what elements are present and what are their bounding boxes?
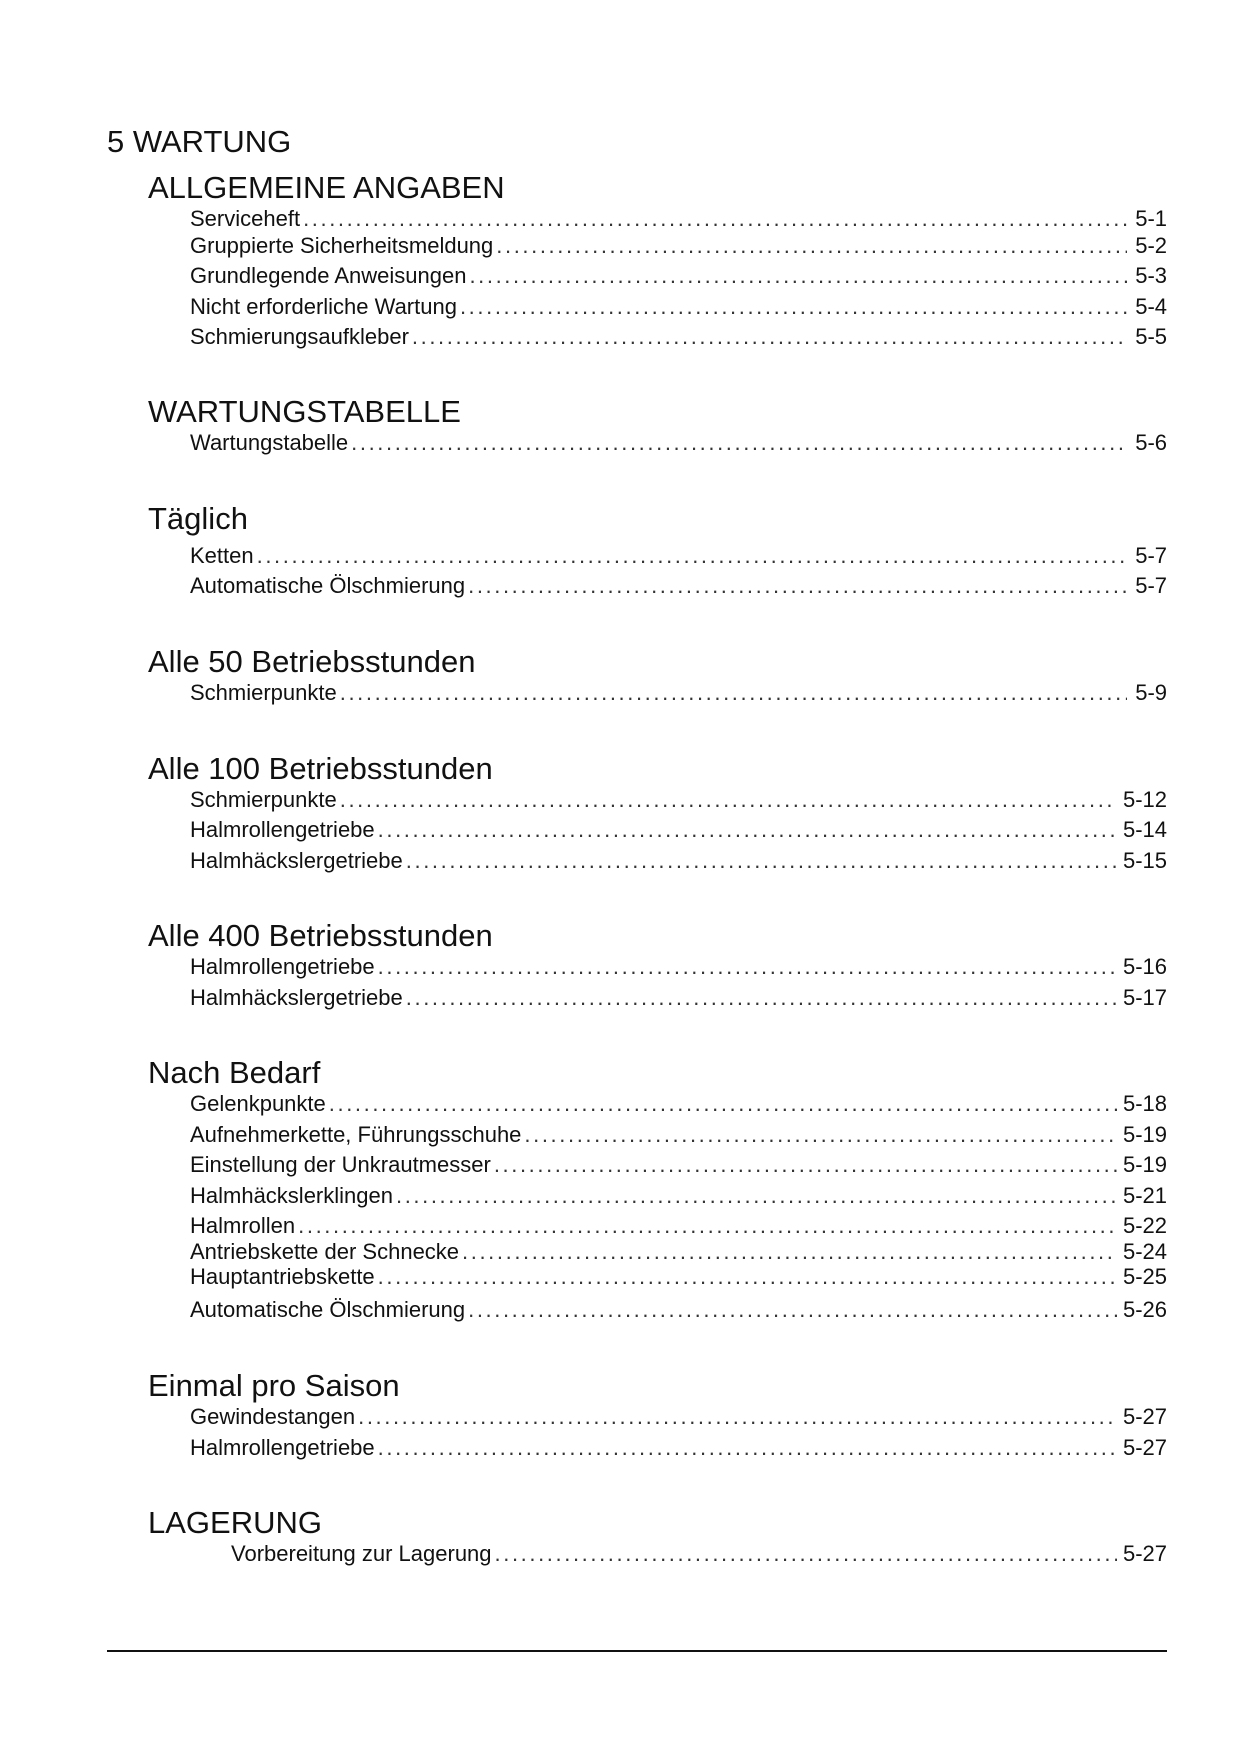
dot-leader (412, 324, 1127, 350)
toc-entry[interactable] (190, 1213, 1167, 1239)
toc-entry[interactable] (190, 954, 1167, 980)
toc-entry-page: 5-7 (1135, 543, 1167, 568)
dot-leader (496, 233, 1127, 259)
dot-leader (468, 1297, 1117, 1323)
toc-entry-page: 5-3 (1135, 263, 1167, 288)
toc-entry[interactable] (190, 1091, 1167, 1117)
section-heading: LAGERUNG (148, 1505, 322, 1540)
toc-entry-page: 5-21 (1122, 1183, 1167, 1208)
toc-entry[interactable] (190, 294, 1167, 320)
toc-entry-label: Automatische Ölschmierung (190, 573, 466, 598)
toc-entry-label: Schmierpunkte (190, 680, 337, 705)
toc-entry-page: 5-9 (1135, 680, 1167, 705)
dot-leader (329, 1091, 1117, 1117)
section-heading: Täglich (148, 501, 248, 536)
toc-entry[interactable] (190, 680, 1167, 706)
toc-entry-page: 5-5 (1135, 324, 1167, 349)
section-heading: Alle 400 Betriebsstunden (148, 918, 493, 953)
toc-entry[interactable] (190, 573, 1167, 599)
section-heading: ALLGEMEINE ANGABEN (148, 170, 505, 205)
toc-entry-page: 5-26 (1122, 1297, 1167, 1322)
toc-entry-label: Halmrollengetriebe (190, 817, 375, 842)
toc-entry-page: 5-7 (1135, 573, 1167, 598)
toc-entry[interactable] (190, 985, 1167, 1011)
section-heading: Nach Bedarf (148, 1055, 321, 1090)
dot-leader (462, 1239, 1117, 1265)
toc-entry[interactable] (190, 430, 1167, 456)
toc-entry[interactable] (190, 263, 1167, 289)
dot-leader (406, 848, 1117, 874)
toc-entry[interactable] (190, 1264, 1167, 1290)
section-heading: Einmal pro Saison (148, 1368, 400, 1403)
toc-entry-label: Schmierungsaufkleber (190, 324, 409, 349)
dot-leader (378, 1264, 1117, 1290)
toc-entry-label: Aufnehmerkette, Führungsschuhe (190, 1122, 522, 1147)
toc-entry[interactable] (190, 1152, 1167, 1178)
toc-entry[interactable] (190, 848, 1167, 874)
toc-entry-page: 5-27 (1122, 1404, 1167, 1429)
toc-entry-label: Halmhäckslergetriebe (190, 985, 403, 1010)
toc-entry-page: 5-1 (1135, 206, 1167, 231)
dot-leader (358, 1404, 1117, 1430)
toc-entry-page: 5-4 (1135, 294, 1167, 319)
toc-entry-label: Antriebskette der Schnecke (190, 1239, 460, 1264)
toc-entry-page: 5-27 (1122, 1435, 1167, 1460)
toc-entry-page: 5-27 (1122, 1541, 1167, 1566)
toc-entry[interactable] (190, 233, 1167, 259)
toc-entry-label: Gelenkpunkte (190, 1091, 326, 1116)
dot-leader (468, 573, 1127, 599)
toc-entry-label: Wartungstabelle (190, 430, 349, 455)
toc-entry[interactable] (190, 1404, 1167, 1430)
chapter-title: 5 WARTUNG (107, 124, 292, 159)
toc-entry-page: 5-18 (1122, 1091, 1167, 1116)
toc-entry-label: Halmrollen (190, 1213, 296, 1238)
dot-leader (495, 1541, 1117, 1567)
toc-entry-page: 5-19 (1122, 1122, 1167, 1147)
toc-entry-label: Halmhäckslergetriebe (190, 848, 403, 873)
toc-entry-label: Halmrollengetriebe (190, 1435, 375, 1460)
toc-entry[interactable] (190, 787, 1167, 813)
dot-leader (469, 263, 1127, 289)
toc-entry-label: Gewindestangen (190, 1404, 356, 1429)
toc-entry[interactable] (190, 817, 1167, 843)
toc-entry-label: Halmrollengetriebe (190, 954, 375, 979)
dot-leader (494, 1152, 1117, 1178)
toc-entry-page: 5-16 (1122, 954, 1167, 979)
toc-entry[interactable] (190, 543, 1167, 569)
dot-leader (298, 1213, 1117, 1239)
dot-leader (351, 430, 1127, 456)
toc-entry-label: Vorbereitung zur Lagerung (231, 1541, 492, 1566)
dot-leader (257, 543, 1127, 569)
section-heading: Alle 100 Betriebsstunden (148, 751, 493, 786)
toc-entry-label: Nicht erforderliche Wartung (190, 294, 457, 319)
dot-leader (378, 954, 1117, 980)
toc-entry[interactable] (190, 206, 1167, 232)
dot-leader (378, 817, 1117, 843)
dot-leader (406, 985, 1117, 1011)
dot-leader (378, 1435, 1117, 1461)
toc-entry[interactable] (190, 1435, 1167, 1461)
toc-entry[interactable] (190, 1122, 1167, 1148)
toc-entry-label: Grundlegende Anweisungen (190, 263, 467, 288)
toc-entry-page: 5-12 (1122, 787, 1167, 812)
toc-entry-page: 5-6 (1135, 430, 1167, 455)
toc-entry-page: 5-15 (1122, 848, 1167, 873)
dot-leader (460, 294, 1127, 320)
dot-leader (303, 206, 1127, 232)
section-heading: Alle 50 Betriebsstunden (148, 644, 476, 679)
dot-leader (396, 1183, 1117, 1209)
section-heading: WARTUNGSTABELLE (148, 394, 461, 429)
toc-entry-page: 5-19 (1122, 1152, 1167, 1177)
toc-entry[interactable] (190, 1297, 1167, 1323)
toc-entry-page: 5-25 (1122, 1264, 1167, 1289)
toc-entry-page: 5-14 (1122, 817, 1167, 842)
toc-entry-label: Einstellung der Unkrautmesser (190, 1152, 491, 1177)
toc-entry-label: Hauptantriebskette (190, 1264, 375, 1289)
toc-entry-label: Gruppierte Sicherheitsmeldung (190, 233, 494, 258)
toc-entry-label: Automatische Ölschmierung (190, 1297, 466, 1322)
dot-leader (340, 787, 1117, 813)
dot-leader (340, 680, 1127, 706)
toc-entry-page: 5-22 (1122, 1213, 1167, 1238)
toc-entry-label: Ketten (190, 543, 254, 568)
toc-entry[interactable] (190, 1183, 1167, 1209)
toc-entry-page: 5-17 (1122, 985, 1167, 1010)
toc-entry-page: 5-2 (1135, 233, 1167, 258)
toc-entry-page: 5-24 (1122, 1239, 1167, 1264)
toc-entry[interactable] (190, 324, 1167, 350)
toc-entry-label: Schmierpunkte (190, 787, 337, 812)
toc-entry[interactable] (231, 1541, 1167, 1567)
dot-leader (524, 1122, 1117, 1148)
toc-entry-label: Serviceheft (190, 206, 301, 231)
toc-entry[interactable] (190, 1239, 1167, 1265)
toc-entry-label: Halmhäckslerklingen (190, 1183, 393, 1208)
footer-rule (107, 1650, 1167, 1652)
